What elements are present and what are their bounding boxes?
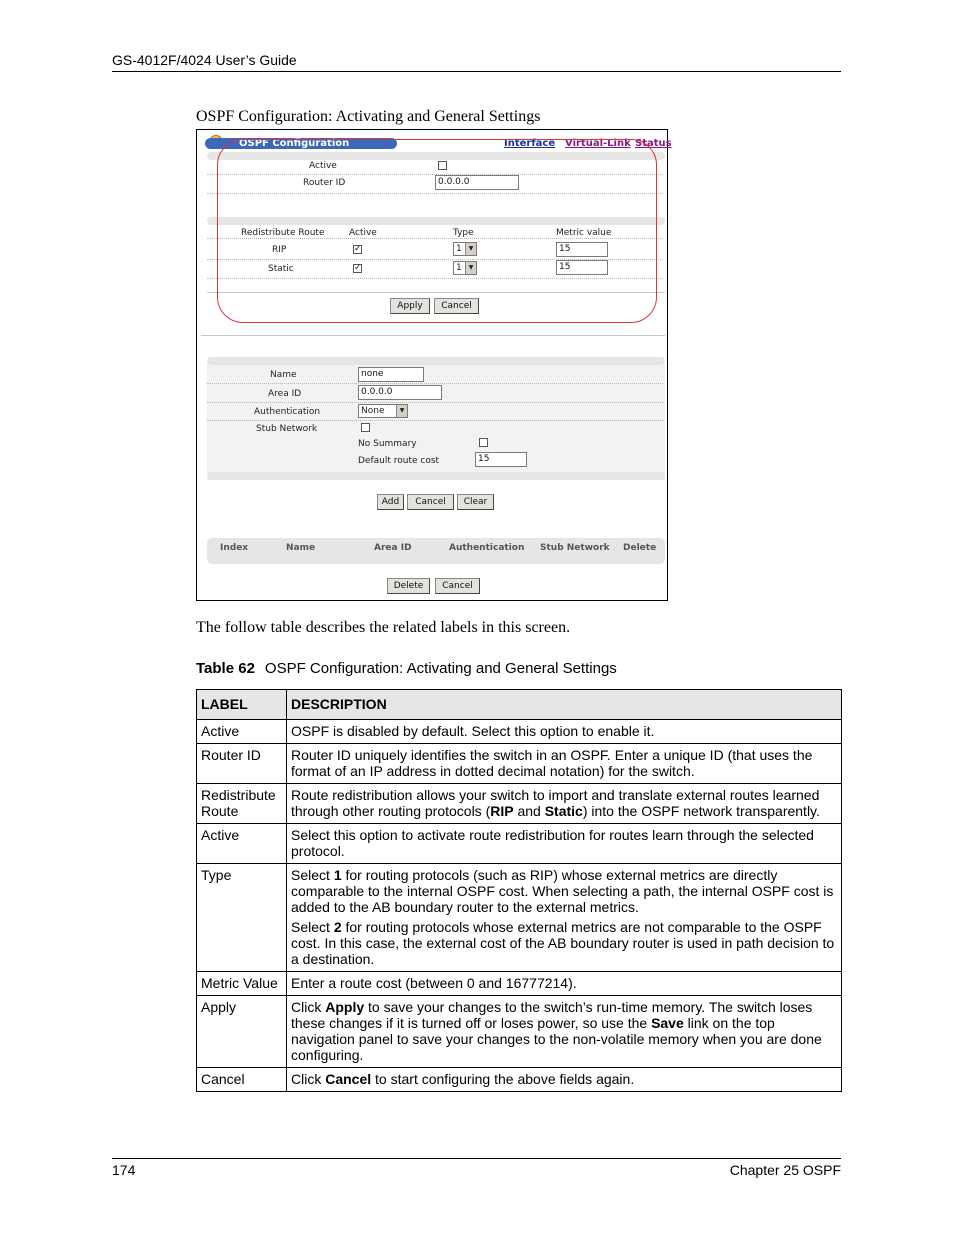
router-id-input[interactable]: 0.0.0.0: [435, 175, 519, 190]
summary-col-stub-network: Stub Network: [540, 543, 610, 553]
header-label: LABEL: [197, 690, 287, 720]
summary-col-index: Index: [220, 543, 249, 553]
row-description: Enter a route cost (between 0 and 16777214).: [287, 972, 842, 996]
label-description-table: [196, 689, 842, 1092]
col-metric: Metric value: [556, 228, 612, 238]
table-row: [197, 972, 842, 996]
ospf-screenshot: [196, 129, 672, 601]
static-metric-input[interactable]: 15: [556, 260, 608, 275]
row-label: Active: [197, 824, 287, 864]
header-rule: [112, 71, 841, 72]
row-label: Apply: [197, 996, 287, 1068]
name-label: Name: [270, 370, 297, 380]
rip-metric-input[interactable]: 15: [556, 242, 608, 257]
row-label: Cancel: [197, 1068, 287, 1092]
col-redistribute-route: Redistribute Route: [241, 228, 325, 238]
row-description: Router ID uniquely identifies the switch in an OSPF. Enter a unique ID (that uses the format of an IP address in dotted decimal notation) for the switch.: [287, 744, 842, 784]
section-band: [207, 472, 665, 480]
row-description: Route redistribution allows your switch to import and translate external routes learned through other routing protocols (RIP and Static) into the OSPF network transparently.: [287, 784, 842, 824]
table-row: [197, 784, 842, 824]
table-row: [197, 744, 842, 784]
row-description: Select 1 for routing protocols (such as RIP) whose external metrics are directly comparable to the internal OSPF cost. When selecting a path, the internal OSPF cost is added to the AB boundary router to the external metrics. Select 2 for routing protocols whose external metrics are not comparable to the OSPF cost. In this case, the external cost of the AB boundary router is used in path decision to a destination.: [287, 864, 842, 972]
table-row: [197, 996, 842, 1068]
table-title: OSPF Configuration: Activating and General Settings: [264, 660, 617, 677]
highlight-outline: [217, 139, 657, 323]
table-row: [197, 1068, 842, 1092]
status-link[interactable]: Status: [635, 138, 672, 149]
intro-text: The follow table describes the related labels in this screen.: [196, 619, 571, 636]
table-number: Table 62: [196, 660, 255, 677]
section-rule: [201, 335, 665, 336]
area-id-label: Area ID: [268, 389, 302, 399]
static-type-select[interactable]: 1 ▼: [453, 261, 477, 275]
row-divider: [207, 402, 663, 403]
cancel-area-button[interactable]: Cancel: [407, 494, 454, 510]
stub-network-checkbox[interactable]: [361, 423, 370, 432]
rip-active-checkbox[interactable]: ✓: [354, 244, 362, 254]
row-label: Type: [197, 864, 287, 972]
rip-type-select[interactable]: 1 ▼: [453, 242, 477, 256]
page-number: 174: [112, 1162, 136, 1178]
chapter-title: Chapter 25 OSPF: [729, 1162, 841, 1178]
static-active-checkbox[interactable]: ✓: [354, 263, 362, 273]
col-active: Active: [349, 228, 377, 238]
static-label: Static: [268, 264, 294, 274]
ospf-config-title: OSPF Configuration: [205, 138, 397, 149]
interface-link[interactable]: Interface: [504, 138, 556, 149]
default-route-cost-input[interactable]: 15: [475, 452, 527, 467]
header-description: DESCRIPTION: [287, 690, 842, 720]
table-header-row: [197, 690, 842, 720]
guide-title: GS-4012F/4024 User’s Guide: [112, 52, 297, 68]
row-description: OSPF is disabled by default. Select this option to enable it.: [287, 720, 842, 744]
clear-button[interactable]: Clear: [457, 494, 494, 510]
cancel-delete-button[interactable]: Cancel: [435, 578, 480, 594]
row-label: Metric Value: [197, 972, 287, 996]
figure-caption: OSPF Configuration: Activating and General Settings: [196, 108, 541, 125]
authentication-label: Authentication: [254, 407, 321, 417]
row-description: Click Apply to save your changes to the switch’s run-time memory. The switch loses these changes if it is turned off or loses power, so use the Save link on the top navigation panel to save your changes to the non-volatile memory when you are done configuring.: [287, 996, 842, 1068]
chevron-down-icon: ▼: [396, 405, 407, 417]
row-divider: [207, 420, 663, 421]
chevron-down-icon: ▼: [465, 243, 476, 255]
no-summary-label: No Summary: [358, 439, 417, 449]
area-id-input[interactable]: 0.0.0.0: [358, 385, 442, 400]
row-label: Redistribute Route: [197, 784, 287, 824]
summary-col-authentication: Authentication: [449, 543, 525, 553]
row-divider: [207, 383, 663, 384]
authentication-select[interactable]: None ▼: [358, 404, 408, 418]
apply-button[interactable]: Apply: [390, 298, 430, 314]
row-label: Active: [197, 720, 287, 744]
cancel-button[interactable]: Cancel: [434, 298, 479, 314]
row-label: Router ID: [197, 744, 287, 784]
section-band: [207, 357, 665, 365]
add-button[interactable]: Add: [377, 494, 404, 510]
summary-col-delete: Delete: [623, 543, 657, 553]
table-row: [197, 720, 842, 744]
table-caption: [196, 660, 617, 677]
router-id-label: Router ID: [303, 178, 346, 188]
stub-network-label: Stub Network: [256, 424, 318, 434]
no-summary-checkbox[interactable]: [479, 438, 488, 447]
virtual-link-link[interactable]: Virtual-Link: [565, 138, 631, 149]
row-description: Click Cancel to start configuring the above fields again.: [287, 1068, 842, 1092]
summary-col-area-id: Area ID: [374, 543, 412, 553]
active-label: Active: [309, 161, 337, 171]
name-input[interactable]: none: [358, 367, 424, 382]
delete-button[interactable]: Delete: [387, 578, 430, 594]
default-route-cost-label: Default route cost: [358, 456, 440, 466]
col-type: Type: [453, 228, 474, 238]
table-row: [197, 824, 842, 864]
footer-rule: [112, 1158, 841, 1159]
table-row: [197, 864, 842, 972]
chevron-down-icon: ▼: [465, 262, 476, 274]
row-description: Select this option to activate route redistribution for routes learn through the selected protocol.: [287, 824, 842, 864]
summary-col-name: Name: [286, 543, 316, 553]
rip-label: RIP: [272, 245, 287, 255]
